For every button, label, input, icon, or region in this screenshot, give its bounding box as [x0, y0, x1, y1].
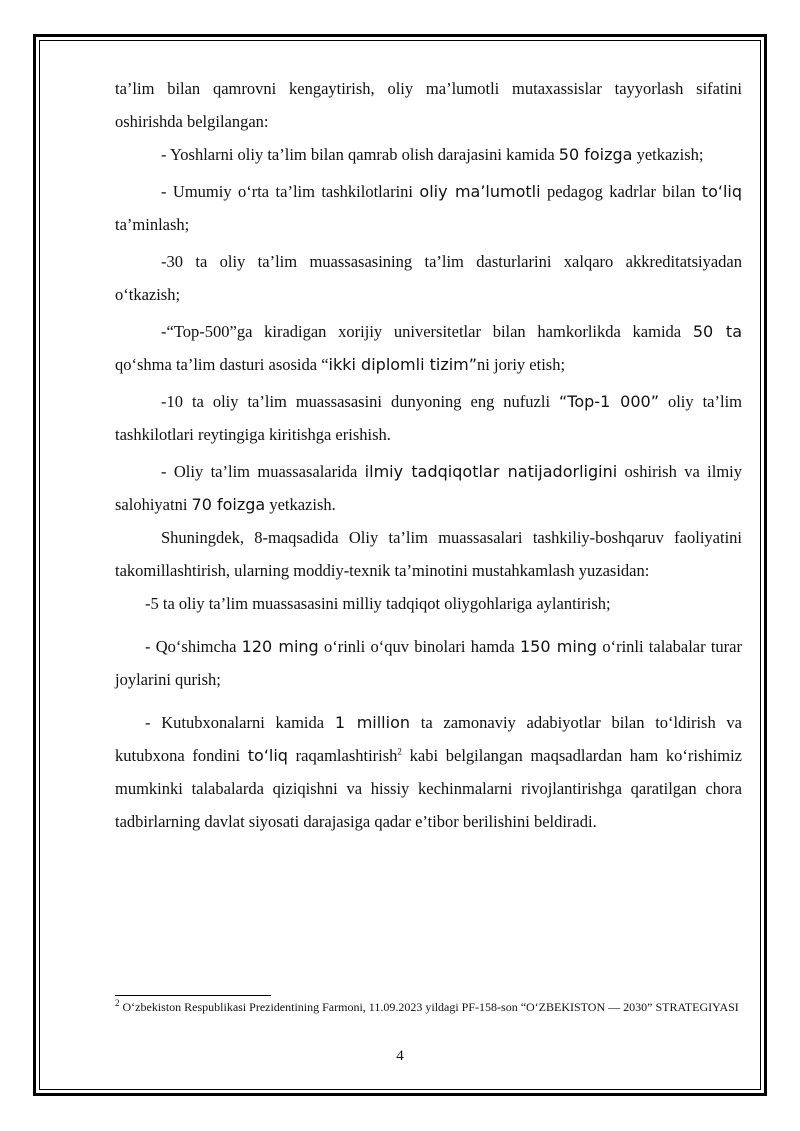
- highlight-run: oliy ma’lumotli: [419, 182, 541, 201]
- text-run: -10 ta oliy ta’lim muassasasini dunyoning eng nufuzli: [161, 392, 559, 411]
- text-run: - Yoshlarni oliy ta’lim bilan qamrab olish darajasini kamida: [161, 145, 559, 164]
- footnote-reference[interactable]: 2: [397, 746, 402, 757]
- highlight-run: to‘liq: [247, 746, 288, 765]
- paragraph-intro: [115, 72, 742, 138]
- list-item-accreditation: [115, 245, 742, 311]
- text-run: qo‘shma ta’lim dasturi asosida “: [115, 355, 329, 374]
- text-run: kabi belgilangan maqsadlardan ham ko‘rishimiz mumkinki talabalarda qiziqishni va hissiy kechinmalarni rivojlantirishga qaratilgan chora tadbirlarning davlat siyosati darajasiga qadar e’tibor berilishini beldiradi.: [115, 746, 742, 831]
- highlight-run: 70 foizga: [191, 495, 266, 514]
- highlight-run: 120 ming: [241, 637, 319, 656]
- highlight-run: 50 ta: [692, 322, 742, 341]
- text-run: Shuningdek, 8-maqsadida Oliy ta’lim muassasalari tashkiliy-boshqaruv faoliyatini takomillashtirish, ularning moddiy-texnik ta’minotini mustahkamlash yuzasidan:: [115, 528, 742, 580]
- paragraph-goal-8: [115, 521, 742, 587]
- highlight-run: ikki diplomli tizim”: [328, 355, 478, 374]
- text-run: ni joriy etish;: [477, 355, 566, 374]
- highlight-run: 150 ming: [520, 637, 598, 656]
- text-run: -5 ta oliy ta’lim muassasasini milliy tadqiqot oliygohlariga aylantirish;: [145, 594, 611, 613]
- footnote-marker: 2: [115, 998, 120, 1008]
- list-item-national-research: [115, 587, 742, 620]
- text-run: -“Top-500”ga kiradigan xorijiy universitetlar bilan hamkorlikda kamida: [161, 322, 693, 341]
- text-run: - Oliy ta’lim muassasalarida: [161, 462, 365, 481]
- text-run: o‘rinli o‘quv binolari hamda: [318, 637, 520, 656]
- text-run: o‘rinli talabalar turar joylarini qurish;: [115, 637, 742, 689]
- text-run: yetkazish;: [632, 145, 704, 164]
- text-run: - Umumiy o‘rta ta’lim tashkilotlarini: [161, 182, 420, 201]
- text-run: raqamlashtirish: [287, 746, 398, 765]
- text-run: pedagog kadrlar bilan: [540, 182, 702, 201]
- text-run: ta zamonaviy adabiyotlar bilan to‘ldirish va kutubxona fondini: [115, 713, 743, 765]
- highlight-run: “Top-1 000”: [559, 392, 659, 411]
- list-item-research: [115, 455, 742, 521]
- footnote-text: O‘zbekiston Respublikasi Prezidentining Farmoni, 11.09.2023 yildagi PF-158-son “O‘ZBEKISTON — 2030” STRATEGIYASI: [119, 1000, 739, 1014]
- list-item-joint-programs: [115, 315, 742, 381]
- list-item-libraries: [115, 706, 742, 838]
- text-run: ta’minlash;: [115, 215, 190, 234]
- text-run: ta’lim bilan qamrovni kengaytirish, oliy ma’lumotli mutaxassislar tayyorlash sifatini oshirishda belgilangan:: [115, 79, 742, 131]
- highlight-run: to‘liq: [701, 182, 742, 201]
- page-number: 4: [396, 1048, 404, 1064]
- text-run: -30 ta oliy ta’lim muassasasining ta’lim dasturlarini xalqaro akkreditatsiyadan o‘tkazish;: [115, 252, 742, 304]
- highlight-run: 1 million: [334, 713, 411, 732]
- document-body: [115, 72, 742, 838]
- text-run: yetkazish.: [265, 495, 336, 514]
- highlight-run: ilmiy tadqiqotlar natijadorligini: [364, 462, 618, 481]
- footnote: [115, 1000, 742, 1015]
- text-run: - Kutubxonalarni kamida: [145, 713, 335, 732]
- text-run: - Qo‘shimcha: [145, 637, 242, 656]
- highlight-run: 50 foizga: [558, 145, 633, 164]
- list-item-pedagog-staff: [115, 175, 742, 241]
- text-run: oshirish va ilmiy salohiyatni: [115, 462, 742, 514]
- list-item-buildings: [115, 630, 742, 696]
- text-run: oliy ta’lim tashkilotlari reytingiga kiritishga erishish.: [115, 392, 743, 444]
- footnote-separator: [115, 995, 271, 996]
- list-item-youth-coverage: [115, 138, 742, 171]
- list-item-top-1000: [115, 385, 742, 451]
